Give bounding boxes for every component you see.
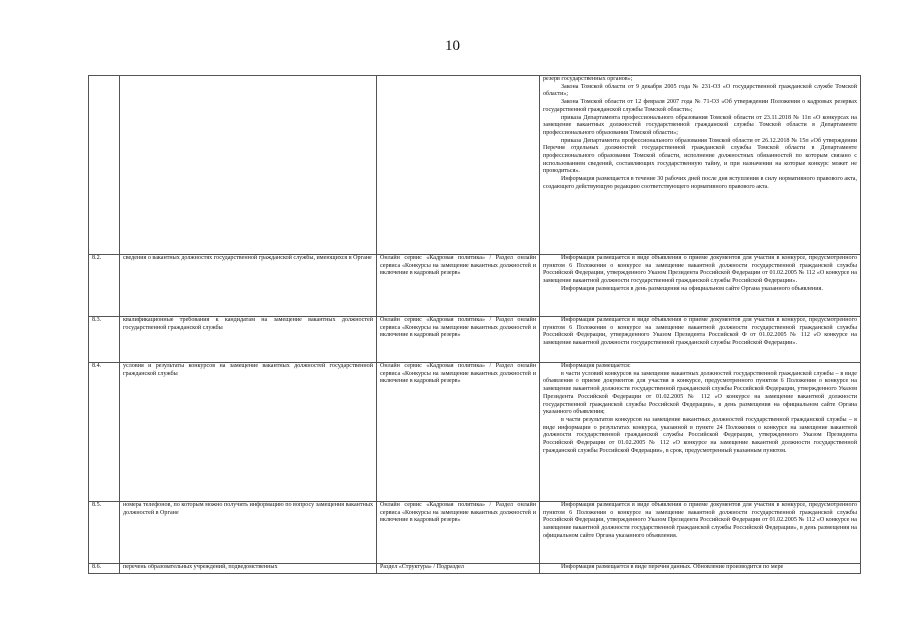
info-category: перечень образовательных учреждений, подведомственных (120, 564, 377, 574)
table-row (89, 317, 861, 363)
document-table (88, 75, 861, 574)
table-row (89, 363, 861, 502)
page-number: 10 (445, 38, 460, 54)
info-category: квалификационные требования к кандидатам на замещение вакантных должностей государственной гражданской службы (120, 317, 377, 363)
row-number: 8.3. (89, 317, 120, 363)
placement-terms (540, 76, 861, 255)
row-number (89, 76, 120, 255)
placement-section: Онлайн сервис «Кадровая политика» / Раздел онлайн сервиса «Конкурсы на замещение вакантных должностей и включение в кадровый резерв» (377, 317, 540, 363)
table-row (89, 76, 861, 255)
placement-section: Онлайн сервис «Кадровая политика» / Раздел онлайн сервиса «Конкурсы на замещение вакантных должностей и включение в кадровый резерв» (377, 502, 540, 564)
table-row (89, 502, 861, 564)
table-row (89, 564, 861, 574)
paragraph: Закона Томской области от 9 декабря 2005 года № 231-ОЗ «О государственной гражданской службе Томской области»; (543, 83, 857, 98)
paragraph: резерв государственных органов»; (543, 76, 633, 82)
placement-section: Раздел «Структура» / Подраздел (377, 564, 540, 574)
paragraph: Закона Томской области от 12 февраля 2007 года № 71-ОЗ «Об утверждении Положения о кадровых резервах государственной гражданской службы Томской области»; (543, 99, 857, 113)
paragraph: Информация размещается в виде объявления о приеме документов для участия в конкурсе, предусмотренного пунктом 6 Положения о конкурсе на замещение вакантной должности государственной гражданской службы Российской Федерации, утвержденного Указом Президента Российской Ф от 01.02.2005 № 112 «О конкурсе на замещение вакантной должности государственной гражданской службы Российской Федерации». (543, 317, 857, 347)
placement-section: Онлайн сервис «Кадровая политика» / Раздел онлайн сервиса «Конкурсы на замещение вакантных должностей и включение в кадровый резерв» (377, 363, 540, 502)
placement-terms (540, 317, 861, 363)
paragraph: приказа Департамента профессионального образования Томской области от 23.11.2018 № 11п «О конкурсах на замещение вакантных должностей государственной гражданской службы Томской области в Департаменте профессионального образования Томской области»; (543, 114, 857, 136)
paragraph: в части результатов конкурсов на замещение вакантных должностей государственной гражданской службы – в виде информации о результатах конкурса, указанной в пункте 24 Положения о конкурсе на замещение вакантной должности государственной гражданской службы Российской Федерации, утвержденного Указом Президента Российской Федерации от 01.02.2005 № 112 «О конкурсе на замещение вакантной должности государственной гражданской службы Российской Федерации», в срок, предусмотренный указанным пунктом. (543, 416, 857, 454)
info-category: номера телефонов, по которым можно получить информацию по вопросу замещения вакантных должностей в Органе (120, 502, 377, 564)
paragraph: Информация размещается в виде перечня данных. Обновление производится по мере (561, 564, 784, 570)
row-number: 8.2. (89, 255, 120, 317)
row-number: 8.6. (89, 564, 120, 574)
paragraph: приказа Департамента профессионального образования Томской области от 26.12.2018 № 15п «Об утверждении Перечня отдельных должностей государственной гражданской службы Томской области в Департаменте профессионального образования Томской области, исполнение должностных обязанностей по которым связано с использованием сведений, составляющих государственную тайну, и при назначении на которые конкурс может не проводиться». (543, 137, 857, 175)
info-category (120, 76, 377, 255)
paragraph: Информация размещается в виде объявления о приеме документов для участия в конкурсе, предусмотренного пунктом 6 Положения о конкурсе на замещение вакантной должности государственной гражданской службы Российской Федерации, утвержденного Указом Президента Российской Федерации от 01.02.2005 № 112 «О конкурсе на замещение вакантной должности государственной гражданской службы Российской Федерации». (543, 255, 857, 285)
placement-section: Онлайн сервис «Кадровая политика» / Раздел онлайн сервиса «Конкурсы на замещение вакантных должностей и включение в кадровый резерв» (377, 255, 540, 317)
placement-terms (540, 255, 861, 317)
placement-terms (540, 564, 861, 574)
paragraph: Информация размещается: (561, 363, 631, 369)
row-number: 8.5. (89, 502, 120, 564)
row-number: 8.4. (89, 363, 120, 502)
paragraph: в части условий конкурсов на замещение вакантных должностей государственной гражданской службы – в виде объявления о приеме документов для участия в конкурсе, предусмотренного пунктом 6 Положения о конкурсе на замещение вакантной должности государственной гражданской службы Российской Федерации, утвержденного Указом Президента Российской Федерации от 01.02.2005 № 112 «О конкурсе на замещение вакантной должности государственной гражданской службы Российской Федерации», в день размещения на официальном сайте Органа указанного объявления; (543, 370, 857, 416)
info-category: условия и результаты конкурсов на замещение вакантных должностей государственной гражданской службы (120, 363, 377, 502)
paragraph: Информация размещается в течение 30 рабочих дней после дня вступления в силу нормативного правового акта, создающего действующую редакцию соответствующего нормативного правового акта. (543, 176, 857, 190)
placement-terms (540, 363, 861, 502)
placement-terms (540, 502, 861, 564)
table-row (89, 255, 861, 317)
paragraph: Информация размещается в виде объявления о приеме документов для участия в конкурсе, предусмотренного пунктом 6 Положения о конкурсе на замещение вакантной должности государственной гражданской службы Российской Федерации, утвержденного Указом Президента Российской Федерации от 01.02.2005 № 112 «О конкурсе на замещение вакантной должности государственной гражданской службы Российской Федерации», в день размещения на официальном сайте Органа указанного объявления. (543, 502, 857, 539)
info-category: сведения о вакантных должностях государственной гражданской службы, имеющихся в Органе (120, 255, 377, 317)
paragraph: Информация размещается в день размещения на официальном сайте Органа указанного объявления. (561, 285, 823, 292)
placement-section (377, 76, 540, 255)
